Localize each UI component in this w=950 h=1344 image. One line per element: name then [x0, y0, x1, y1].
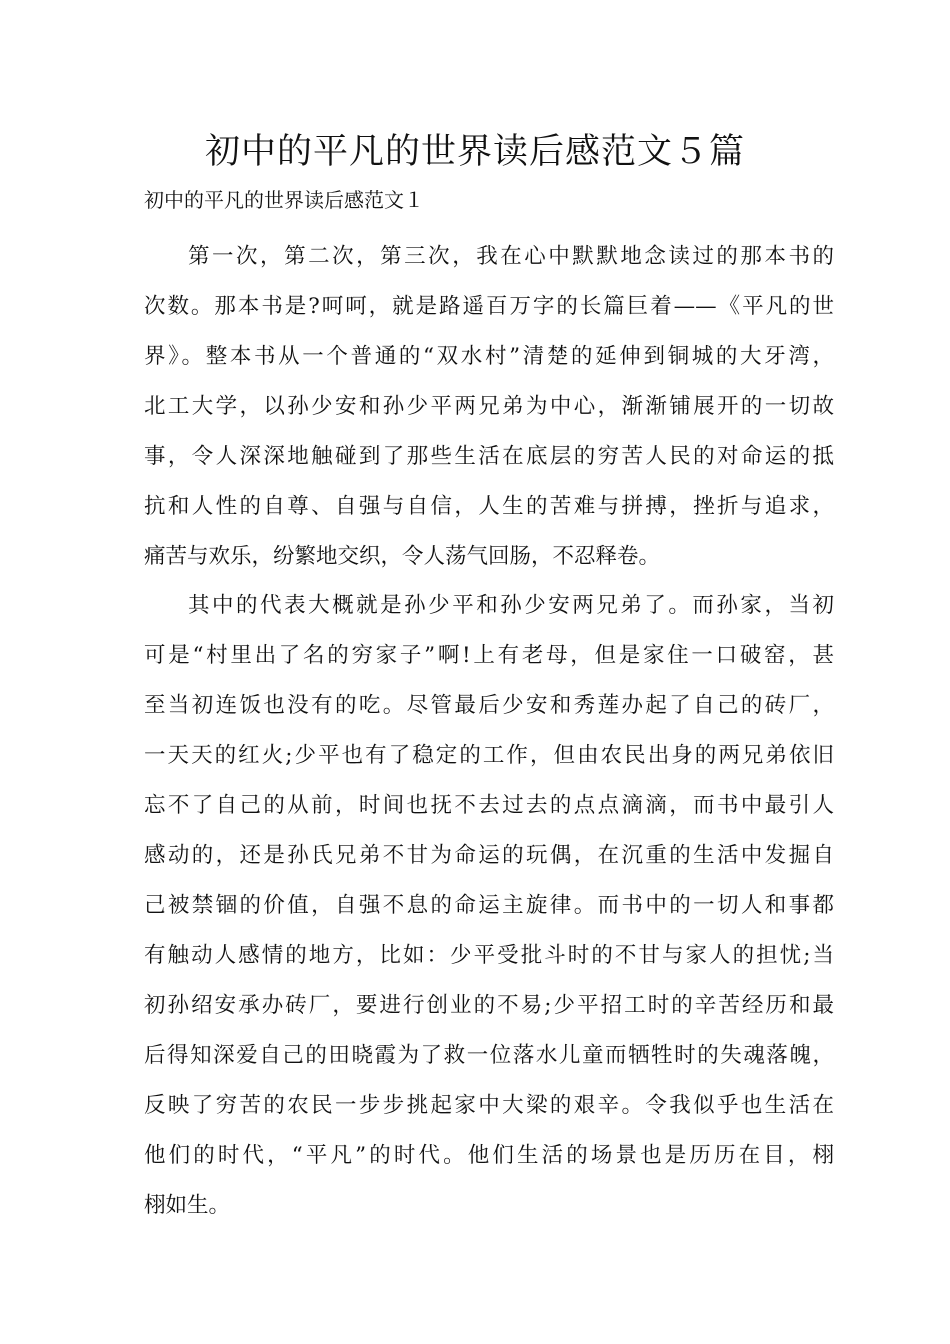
paragraph-line: 至当初连饭也没有的吃。尽管最后少安和秀莲办起了自己的砖厂， — [144, 693, 834, 718]
paragraph-line: 抗和人性的自尊、自强与自信，人生的苦难与拼搏，挫折与追求， — [144, 494, 834, 519]
document-title: 初中的平凡的世界读后感范文５篇 — [204, 132, 745, 172]
paragraph-line: 其中的代表大概就是孙少平和孙少安两兄弟了。而孙家，当初 — [188, 593, 834, 618]
paragraph-line: 一天天的红火;少平也有了稳定的工作，但由农民出身的两兄弟依旧 — [144, 743, 834, 768]
paragraph-line: 事，令人深深地触碰到了那些生活在底层的穷苦人民的对命运的抵 — [144, 444, 834, 469]
paragraph-line: 次数。那本书是?呵呵，就是路遥百万字的长篇巨着——《平凡的世 — [144, 294, 834, 319]
paragraph-line: 可是“村里出了名的穷家子”啊!上有老母，但是家住一口破窑，甚 — [144, 643, 834, 668]
paragraph-line: 反映了穷苦的农民一步步挑起家中大梁的艰辛。令我似乎也生活在 — [144, 1093, 834, 1118]
paragraph-1 — [144, 232, 834, 582]
paragraph-line: 栩如生。 — [144, 1193, 231, 1218]
paragraph-line: 感动的，还是孙氏兄弟不甘为命运的玩偶，在沉重的生活中发掘自 — [144, 843, 834, 868]
paragraph-line: 界》。整本书从一个普通的“双水村”清楚的延伸到铜城的大牙湾， — [144, 344, 834, 369]
paragraph-line: 他们的时代，“平凡”的时代。他们生活的场景也是历历在目，栩 — [144, 1143, 834, 1168]
paragraph-line: 第一次，第二次，第三次，我在心中默默地念读过的那本书的 — [188, 244, 834, 269]
paragraph-2 — [144, 581, 834, 1231]
paragraph-line: 后得知深爱自己的田晓霞为了救一位落水儿童而牺牲时的失魂落魄， — [144, 1043, 834, 1068]
paragraph-line: 痛苦与欢乐，纷繁地交织，令人荡气回肠，不忍释卷。 — [144, 544, 661, 569]
paragraph-line: 己被禁锢的价值，自强不息的命运主旋律。而书中的一切人和事都 — [144, 893, 834, 918]
section-heading: 初中的平凡的世界读后感范文１ — [144, 188, 424, 212]
paragraph-line: 有触动人感情的地方，比如：少平受批斗时的不甘与家人的担忧;当 — [144, 943, 834, 968]
paragraph-line: 北工大学，以孙少安和孙少平两兄弟为中心，渐渐铺展开的一切故 — [144, 394, 834, 419]
paragraph-line: 忘不了自己的从前，时间也抚不去过去的点点滴滴，而书中最引人 — [144, 793, 834, 818]
paragraph-line: 初孙绍安承办砖厂，要进行创业的不易;少平招工时的辛苦经历和最 — [144, 993, 834, 1018]
